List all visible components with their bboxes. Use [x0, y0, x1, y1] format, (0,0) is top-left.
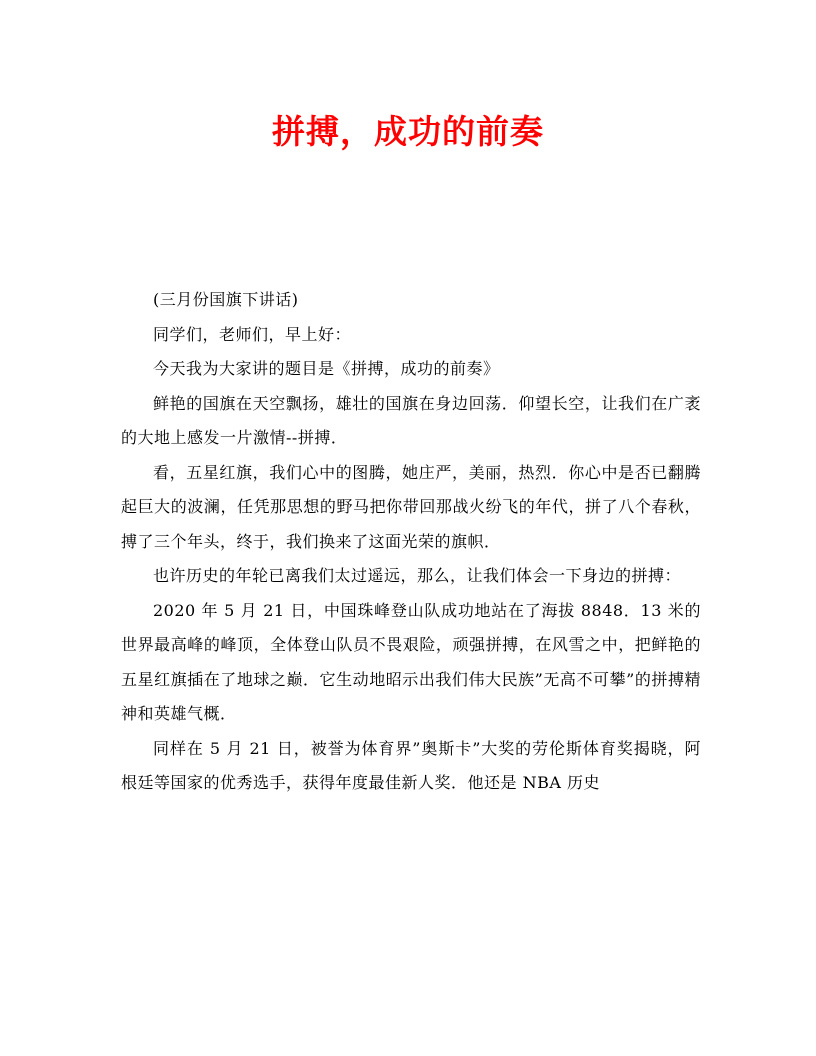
paragraph-everest: 2020 年 5 月 21 日，中国珠峰登山队成功地站在了海拔 8848．13 米的世界最高峰的峰顶，全体登山队员不畏艰险，顽强拼搏，在风雪之中，把鲜艳的五星红旗插在了地球之巅．它生动地昭示出我们伟大民族”无高不可攀”的拼搏精神和英雄气概． [121, 600, 701, 723]
paragraph-subtitle: (三月份国旗下讲话) [153, 290, 299, 309]
document-title: 拼搏，成功的前奏 [272, 112, 544, 151]
paragraph-transition: 也许历史的年轮已离我们太过遥远，那么，让我们体会一下身边的拼搏： [153, 566, 682, 585]
paragraph-history: 看，五星红旗，我们心中的图腾，她庄严，美丽，热烈．你心中是否已翻腾起巨大的波澜，任凭那思想的野马把你带回那战火纷飞的年代，拼了八个春秋，搏了三个年头，终于，我们换来了这面光荣的旗帜． [121, 462, 701, 551]
paragraph-flag: 鲜艳的国旗在天空飘扬，雄壮的国旗在身边回荡．仰望长空，让我们在广袤的大地上感发一片激情--拼搏． [121, 393, 701, 447]
paragraph-laureus: 同样在 5 月 21 日，被誉为体育界”奥斯卡”大奖的劳伦斯体育奖揭晓，阿根廷等国家的优秀选手，获得年度最佳新人奖．他还是 NBA 历史 [121, 738, 701, 792]
paragraph-topic: 今天我为大家讲的题目是《拼搏，成功的前奏》 [153, 359, 500, 378]
document-body [121, 283, 701, 801]
paragraph-greeting: 同学们，老师们，早上好： [153, 324, 352, 344]
